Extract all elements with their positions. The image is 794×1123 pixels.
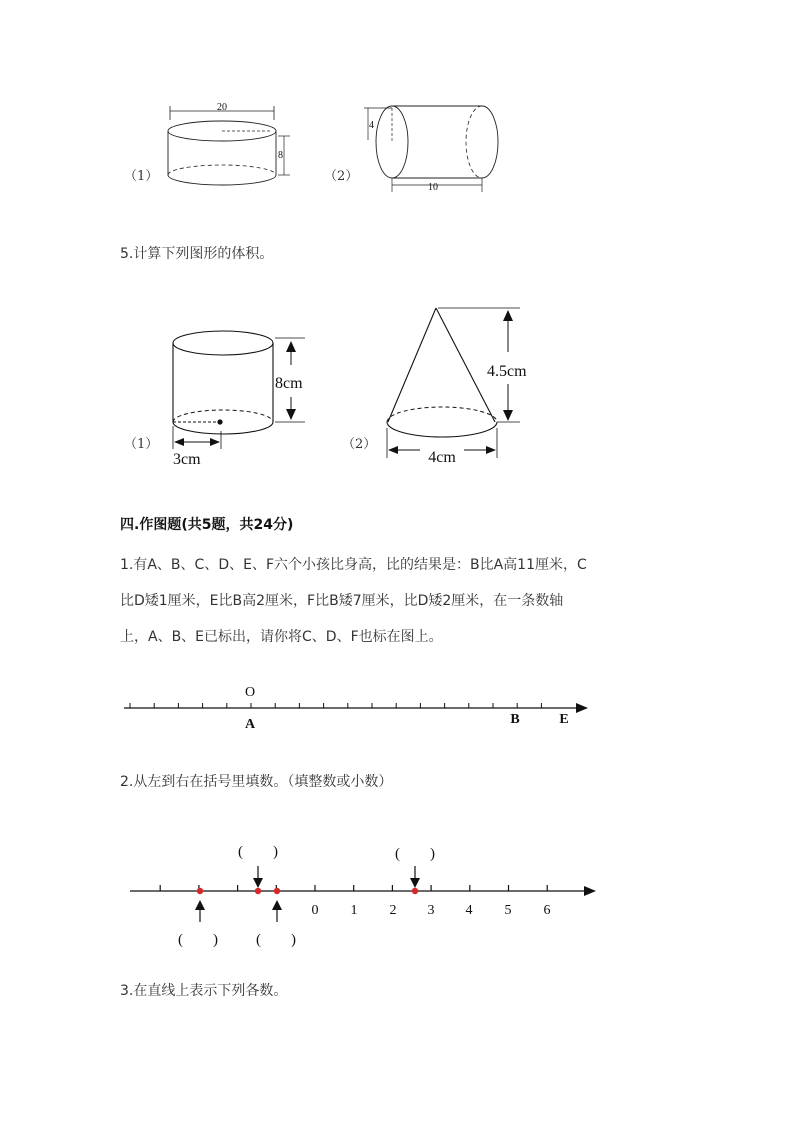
- p1-point-b-label: B: [510, 712, 520, 727]
- p2-tick-label-3: 3: [427, 903, 435, 918]
- p2-title: 2.从左到右在括号里填数。（填整数或小数）: [120, 774, 393, 790]
- top-fig2-length-label: 10: [428, 182, 438, 193]
- q5-cylinder-figure: [165, 325, 315, 467]
- p3-title: 3.在直线上表示下列各数。: [120, 983, 288, 999]
- top-lying-cylinder-figure: [362, 98, 504, 196]
- q5-cylinder-radius-label: 3cm: [173, 451, 201, 467]
- p2-tick-label-6: 6: [543, 903, 551, 918]
- section4-title: 四.作图题(共5题，共24分): [120, 517, 294, 533]
- q5-title: 5.计算下列图形的体积。: [120, 246, 274, 262]
- top-fig1-width-label: 20: [217, 102, 227, 113]
- p2-blank-bottom-1: ( ): [178, 932, 218, 948]
- p1-number-line: [118, 680, 598, 736]
- q5-cone-height-label: 4.5cm: [487, 363, 527, 380]
- p2-blank-bottom-2: ( ): [256, 932, 296, 948]
- q5-cone-figure: [380, 302, 545, 467]
- p1-point-e-label: E: [559, 712, 569, 727]
- top-fig1-height-label: 8: [278, 150, 283, 161]
- p2-marked-point: [255, 888, 261, 894]
- q5-cylinder-height-label: 8cm: [275, 375, 303, 392]
- q5-fig2-label: （2）: [342, 437, 377, 452]
- p1-line-3: 上，A、B、E已标出，请你将C、D、F也标在图上。: [120, 629, 443, 645]
- top-fig2-label: （2）: [324, 169, 359, 184]
- p2-blank-top-2: ( ): [395, 846, 435, 862]
- p1-point-a-label: A: [244, 717, 256, 732]
- p2-ticks: [124, 885, 547, 891]
- p2-tick-label-2: 2: [389, 903, 397, 918]
- p2-tick-label-0: 0: [311, 903, 319, 918]
- q5-cone-diameter-label: 4cm: [428, 449, 456, 466]
- p2-tick-label-5: 5: [504, 903, 512, 918]
- p2-marked-point: [274, 888, 280, 894]
- p1-line-2: 比D矮1厘米，E比B高2厘米，F比B矮7厘米，比D矮2厘米，在一条数轴: [120, 593, 564, 609]
- top-fig2-height-label: 4: [369, 120, 374, 131]
- p2-marked-point: [197, 888, 203, 894]
- p1-line-1: 1.有A、B、C、D、E、F六个小孩比身高，比的结果是：B比A高11厘米，C: [120, 557, 587, 573]
- p2-marked-point: [412, 888, 418, 894]
- p1-ticks: [130, 703, 541, 708]
- p2-tick-label-1: 1: [350, 903, 358, 918]
- top-cylinder-figure: [160, 98, 295, 190]
- q5-fig1-label: （1）: [124, 437, 159, 452]
- p2-tick-label-4: 4: [465, 903, 473, 918]
- top-fig1-label: （1）: [124, 169, 159, 184]
- p1-origin-label: O: [244, 685, 256, 700]
- p2-blank-top-1: ( ): [238, 844, 278, 860]
- p2-number-line: [124, 838, 604, 950]
